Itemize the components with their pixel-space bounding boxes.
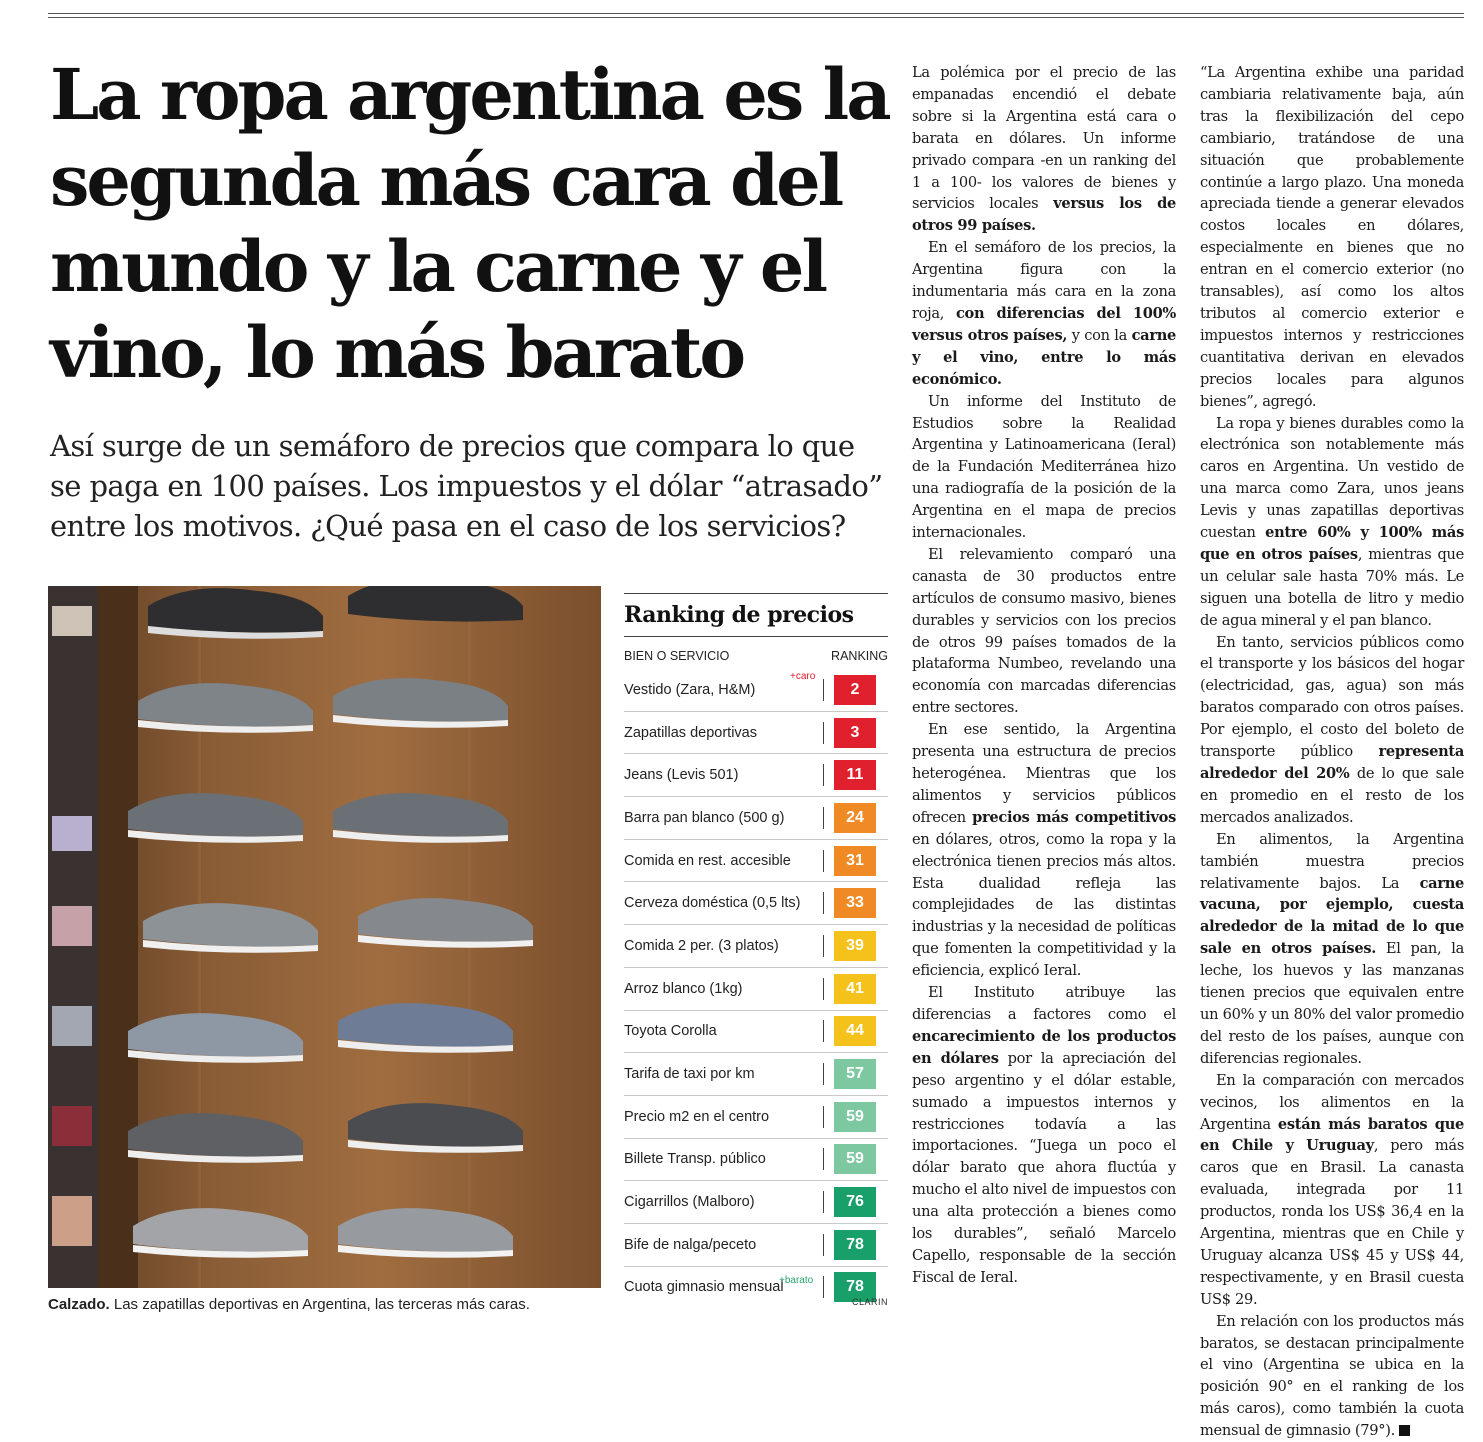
- ranking-divider: [823, 1234, 824, 1256]
- ranking-item-label: Precio m2 en el centro: [624, 1108, 770, 1125]
- body-paragraph: [1200, 1311, 1464, 1442]
- ranking-row: [624, 1096, 888, 1139]
- ranking-value-badge: 2: [834, 675, 876, 705]
- ranking-divider: [823, 978, 824, 1000]
- ranking-item-label: Billete Transp. público: [624, 1151, 766, 1168]
- ranking-row: [624, 797, 888, 840]
- ranking-item-label: Barra pan blanco (500 g): [624, 809, 785, 826]
- body-bold: representa alrededor del 20%: [1200, 743, 1464, 782]
- ranking-divider: [823, 1020, 824, 1042]
- body-text: En relación con los productos más baratos, se destacan principalmente el vino (Argentina se ubica en la posición 90° en el ranking de los más caros), como también la cuota mensual de gimnasio (79°).: [1200, 1312, 1464, 1440]
- ranking-value-badge: 31: [834, 846, 876, 876]
- ranking-divider: [823, 892, 824, 914]
- ranking-row: [624, 1267, 888, 1309]
- ranking-item-label: Tarifa de taxi por km: [624, 1066, 755, 1083]
- ranking-divider: [823, 935, 824, 957]
- body-text: El pan, la leche, los huevos y las manzanas tienen precios que equivalen entre un 60% y un 80% del valor promedio del resto de los países, aunque con diferencias regionales.: [1200, 940, 1464, 1067]
- ranking-row: [624, 669, 888, 712]
- body-text: El Instituto atribuye las diferencias a factores como el: [912, 984, 1176, 1023]
- ranking-row: [624, 1011, 888, 1054]
- body-text: en dólares, otros, como la ropa y la electrónica tienen precios más altos. Esta dualidad refleja las complejidades de las distintas industrias y la necesidad de políticas que fomenten la competitividad y la eficiencia, explicó Ieral.: [912, 830, 1176, 980]
- ranking-more-expensive-label: +caro: [790, 671, 816, 682]
- ranking-cheaper-label: +barato: [779, 1275, 814, 1286]
- body-column-2: [1200, 62, 1464, 1442]
- ranking-value-badge: 59: [834, 1102, 876, 1132]
- ranking-item-label: Toyota Corolla: [624, 1023, 717, 1040]
- ranking-item-label: Cerveza doméstica (0,5 lts): [624, 895, 801, 912]
- ranking-value-badge: 59: [834, 1144, 876, 1174]
- ranking-value-badge: 78: [834, 1230, 876, 1260]
- body-text: En el semáforo de los precios, la Argentina figura con la indumentaria más cara en la zona roja,: [912, 239, 1176, 322]
- body-paragraph: [912, 237, 1176, 390]
- body-paragraph: [1200, 1070, 1464, 1311]
- ranking-row: [624, 925, 888, 968]
- body-paragraph: [1200, 413, 1464, 632]
- ranking-value-badge: 39: [834, 931, 876, 961]
- body-paragraph: [1200, 829, 1464, 1070]
- ranking-divider: [823, 722, 824, 744]
- body-bold: entre 60% y 100% más que en otros países: [1200, 524, 1464, 563]
- ranking-divider: [823, 1148, 824, 1170]
- body-column-1: [912, 62, 1176, 1289]
- body-bold: encarecimiento de los productos en dólares: [912, 1027, 1176, 1067]
- ranking-row: [624, 754, 888, 797]
- body-paragraph: [912, 62, 1176, 237]
- ranking-divider: [823, 850, 824, 872]
- ranking-row: [624, 1224, 888, 1267]
- ranking-item-label: Bife de nalga/peceto: [624, 1236, 757, 1253]
- ranking-title: Ranking de precios: [624, 602, 854, 628]
- ranking-value-badge: 33: [834, 888, 876, 918]
- body-paragraph: [912, 719, 1176, 982]
- body-bold: versus los de otros 99 países.: [912, 195, 1176, 235]
- ranking-value-badge: 11: [834, 760, 876, 790]
- body-bold: precios más competitivos: [972, 808, 1177, 826]
- ranking-divider: [823, 1191, 824, 1213]
- end-of-article-mark: [1399, 1425, 1410, 1436]
- ranking-value-badge: 44: [834, 1016, 876, 1046]
- ranking-value-badge: 3: [834, 718, 876, 748]
- ranking-item-label: Arroz blanco (1kg): [624, 980, 743, 997]
- body-text: En tanto, servicios públicos como el transporte y los básicos del hogar (electricidad, gas, agua) son más baratos comparado con otros países. Por ejemplo, el costo del boleto de transporte público: [1200, 633, 1464, 761]
- body-text: En alimentos, la Argentina también muestra precios relativamente bajos. La: [1200, 830, 1464, 892]
- headline: La ropa argentina es la segunda más cara del mundo y la carne y el vino, lo más barato: [50, 53, 889, 394]
- ranking-item-label: Jeans (Levis 501): [624, 767, 739, 784]
- body-paragraph: El relevamiento comparó una canasta de 30 productos entre artículos de consumo masivo, bienes durables y servicios con los precios de otros 99 países tomados de la plataforma Numbeo, revelando una economía con marcadas diferencias entre sectores.: [912, 545, 1176, 717]
- ranking-value-badge: 24: [834, 803, 876, 833]
- ranking-divider: [823, 679, 824, 701]
- shoe-wall-photo: [48, 586, 601, 1288]
- ranking-source: CLARIN: [852, 1297, 889, 1307]
- ranking-item-label: Cigarrillos (Malboro): [624, 1194, 755, 1211]
- body-paragraph: Un informe del Instituto de Estudios sobre la Realidad Argentina y Latinoamericana (Ieral) de la Fundación Mediterránea hizo una radiografía de la posición de la Argentina en el mapa de precios internacionales.: [912, 392, 1176, 542]
- ranking-item-label: Comida en rest. accesible: [624, 852, 791, 869]
- body-text: La ropa y bienes durables como la electrónica son notablemente más caros en Argentina. Un vestido de una marca como Zara, unos jeans Levis y unas zapatillas deportivas cuestan: [1200, 414, 1464, 542]
- body-text: de lo que sale en promedio en el resto de los mercados analizados.: [1200, 765, 1464, 826]
- body-bold: con diferencias del 100% versus otros países,: [912, 304, 1177, 344]
- body-text: , mientras que un celular sale hasta 70% más. Le siguen una botella de litro y medio de agua mineral y el pan blanco.: [1200, 545, 1464, 629]
- top-rule: [48, 13, 1464, 18]
- body-bold: carne y el vino, entre lo más económico.: [912, 326, 1177, 388]
- ranking-row: [624, 712, 888, 755]
- ranking-row: [624, 1053, 888, 1096]
- body-paragraph: [1200, 632, 1464, 829]
- photo-caption: [48, 1296, 608, 1313]
- caption-lead: Calzado.: [48, 1296, 110, 1313]
- ranking-row: [624, 882, 888, 925]
- caption-text: Las zapatillas deportivas en Argentina, las terceras más caras.: [109, 1296, 530, 1313]
- ranking-header: [624, 636, 888, 669]
- ranking-value-badge: 57: [834, 1059, 876, 1089]
- ranking-row: [624, 840, 888, 883]
- body-paragraph-continued: “La Argentina exhibe una paridad cambiaria relativamente baja, aún tras la flexibilización del cepo cambiario, tratándose de una situación que probablemente continúe a largo plazo. Una moneda apreciada tiende a generar elevados costos locales en dólares, especialmente en bienes que no entran en el comercio exterior (no transables), así como los altos tributos al comercio exterior e impuestos internos y restricciones cuantitativa derivan en elevados precios locales para algunos bienes”, agregó.: [1200, 64, 1464, 410]
- ranking-divider: [823, 1106, 824, 1128]
- body-text: En ese sentido, la Argentina presenta una estructura de precios heterogénea. Mientras que los alimentos y servicios públicos ofrecen: [912, 721, 1176, 826]
- ranking-value-badge: 78: [834, 1272, 876, 1302]
- body-bold: carne vacuna, por ejemplo, cuesta alrededor de la mitad de lo que sale en otros países.: [1200, 874, 1464, 958]
- body-paragraph: [912, 982, 1176, 1289]
- ranking-row: [624, 1181, 888, 1224]
- body-bold: están más baratos que en Chile y Uruguay: [1200, 1115, 1464, 1155]
- ranking-col-rank: RANKING: [831, 649, 888, 663]
- ranking-divider: [823, 764, 824, 786]
- body-text: por la apreciación del peso argentino y el dólar estable, sumado a impuestos internos y restricciones todavía a las importaciones. “Juega un poco el dólar barato que ahora fluctúa y mucho el alto nivel de impuestos con una alta protección a bienes como los durables”, señaló Marcelo Capello, responsable de la sección Fiscal de Ieral.: [912, 1049, 1176, 1286]
- ranking-value-badge: 41: [834, 974, 876, 1004]
- ranking-item-label: Cuota gimnasio mensual: [624, 1279, 784, 1296]
- ranking-divider: [823, 1276, 824, 1298]
- ranking-col-item: BIEN O SERVICIO: [624, 649, 730, 663]
- ranking-divider: [823, 807, 824, 829]
- ranking-item-label: Comida 2 per. (3 platos): [624, 937, 779, 954]
- subheadline: Así surge de un semáforo de precios que compara lo que se paga en 100 países. Los impuestos y el dólar “atrasado” entre los motivos. ¿Qué pasa en el caso de los servicios?: [50, 429, 883, 543]
- body-text: En la comparación con mercados vecinos, los alimentos en la Argentina: [1200, 1071, 1464, 1133]
- body-text: La polémica por el precio de las empanadas encendió el debate sobre si la Argentina está cara o barata en dólares. Un informe privado compara -en un ranking del 1 a 100- los valores de bienes y servicios locales: [912, 64, 1176, 213]
- ranking-rows: [624, 669, 888, 1308]
- price-ranking-table: [624, 593, 888, 1308]
- ranking-row: [624, 968, 888, 1011]
- body-text: , pero más caros que en Brasil. La canasta evaluada, integrada por 11 productos, ronda los US$ 36,4 en la Argentina, mientras que en Chile y Uruguay alcanza US$ 45 y US$ 44, respectivamente, y en Brasil cuesta US$ 29.: [1200, 1137, 1465, 1308]
- ranking-item-label: Zapatillas deportivas: [624, 724, 757, 741]
- ranking-divider: [823, 1063, 824, 1085]
- body-text: y con la: [1067, 326, 1132, 344]
- shoe-wall-illustration: [48, 586, 601, 1288]
- ranking-value-badge: 76: [834, 1187, 876, 1217]
- ranking-row: [624, 1139, 888, 1182]
- ranking-item-label: Vestido (Zara, H&M): [624, 681, 756, 698]
